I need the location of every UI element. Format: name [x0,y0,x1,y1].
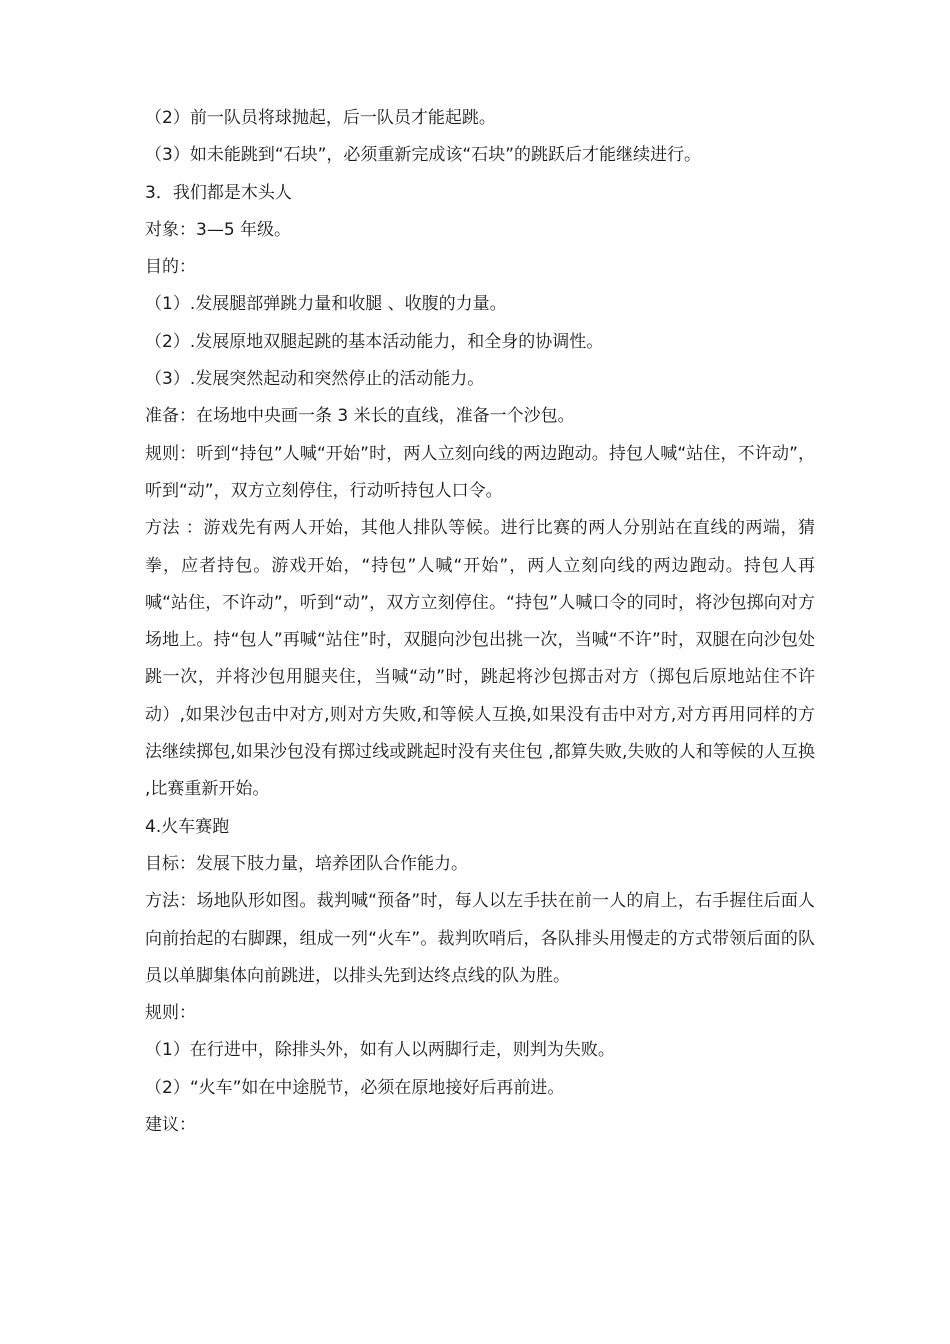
game-4-heading: 4.火车赛跑 [145,816,230,837]
purpose-label: 目的： [145,257,196,278]
rules-paragraph: 规则：听到“持包”人喊“开始”时，两人立刻向线的两边跑动。持包人喊“站住，不许动”，听到“动”，双方立刻停住，行动听持包人口令。 [145,443,815,501]
train-method-paragraph: 方法：场地队形如图。裁判喊“预备”时，每人以左手扶在前一人的肩上，右手握住后面人向前抬起的右脚踝，组成一列“火车”。裁判吹哨后，各队排头用慢走的方式带领后面的队员以单脚集体向前跳进，以排头先到达终点线的队为胜。 [145,891,815,986]
method-paragraph: 方法 ：游戏先有两人开始，其他人排队等候。进行比赛的两人分别站在直线的两端，猜拳，应者持包。游戏开始，“持包”人喊“开始”，两人立刻向线的两边跑动。持包人再喊“站住，不许动”，听到“动”，双方立刻停住。“持包”人喊口令的同时，将沙包掷向对方场地上。持“包人”再喊“站住”时，双腿向沙包出挑一次，当喊“不许”时，双腿在向沙包处跳一次，并将沙包用腿夹住，当喊“动”时，跳起将沙包掷击对方（掷包后原地站住不许动）,如果沙包击中对方,则对方失败,和等候人互换,如果没有击中对方,对方再用同样的方法继续掷包,如果沙包没有掷过线或跳起时没有夹住包 ,都算失败,失败的人和等候的人互换 ,比赛重新开始。 [145,518,815,800]
suggestion-label: 建议： [145,1115,196,1136]
purpose-item-1: （1）.发展腿部弹跳力量和收腿 、收腹的力量。 [145,294,507,315]
document-body [145,100,815,1144]
preparation-text: 准备：在场地中央画一条 3 米长的直线，准备一个沙包。 [145,406,575,427]
train-rule-1: （1）在行进中，除排头外，如有人以两脚行走，则判为失败。 [145,1040,615,1061]
train-rules-label: 规则： [145,1003,196,1024]
purpose-item-3: （3）.发展突然起动和突然停止的活动能力。 [145,369,485,390]
target-audience: 对象：3—5 年级。 [145,219,292,240]
game-3-heading: 3．我们都是木头人 [145,182,292,203]
rule-2-text: （2）前一队员将球抛起，后一队员才能起跳。 [145,108,496,128]
goal-text: 目标：发展下肢力量，培养团队合作能力。 [145,853,468,874]
purpose-item-2: （2）.发展原地双腿起跳的基本活动能力，和全身的协调性。 [145,331,604,352]
train-rule-2: （2）“火车”如在中途脱节，必须在原地接好后再前进。 [145,1077,565,1098]
rule-3-text: （3）如未能跳到“石块”，必须重新完成该“石块”的跳跃后才能继续进行。 [145,145,702,166]
